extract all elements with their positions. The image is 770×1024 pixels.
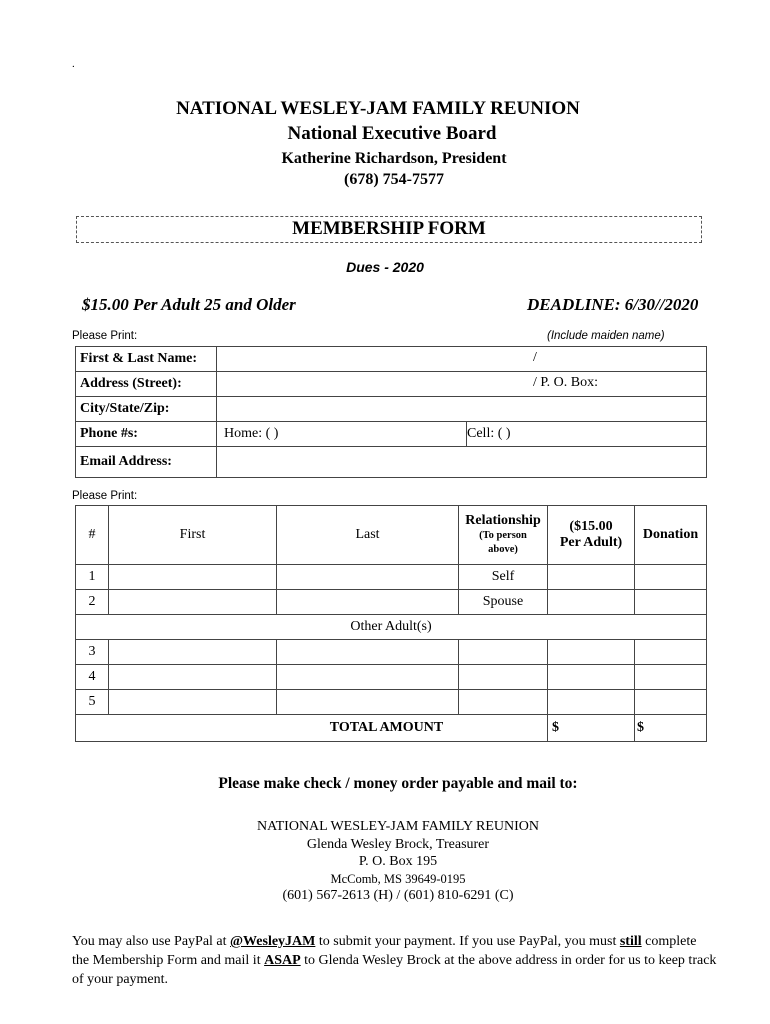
row-number: 4: [76, 665, 109, 690]
total-row: [76, 715, 707, 742]
other-adults-row: [76, 615, 707, 640]
last-name-cell[interactable]: [277, 565, 459, 590]
please-print-label-2: Please Print:: [72, 490, 138, 502]
fee-header-line-2: Per Adult): [559, 535, 623, 550]
contact-table: [75, 346, 707, 478]
relationship-sub-2: above): [488, 544, 518, 555]
board-subtitle: National Executive Board: [287, 123, 497, 144]
note-text-1: You may also use PayPal at: [72, 934, 231, 949]
member-row: [76, 690, 707, 715]
note-text-3: complete the Membership Form and mail it: [72, 934, 697, 968]
president-name: Katherine Richardson, President: [281, 150, 507, 167]
first-name-cell[interactable]: [109, 590, 277, 615]
donation-cell[interactable]: [635, 565, 707, 590]
name-label: First & Last Name:: [76, 347, 217, 372]
relationship-title: Relationship: [465, 513, 541, 528]
donation-cell[interactable]: [635, 690, 707, 715]
fee-cell[interactable]: [548, 565, 635, 590]
last-name-cell[interactable]: [277, 690, 459, 715]
relationship-sub-1: (To person: [479, 530, 527, 541]
address-row: [76, 372, 707, 397]
mail-po-box: P. O. Box 195: [358, 854, 438, 869]
other-adults-label: Other Adult(s): [76, 615, 707, 640]
row-number: 5: [76, 690, 109, 715]
fee-note: $15.00 Per Adult 25 and Older: [82, 295, 296, 314]
relationship-cell[interactable]: [459, 640, 548, 665]
home-phone-field[interactable]: [217, 422, 467, 447]
relationship-cell: Self: [459, 565, 548, 590]
first-name-cell[interactable]: [109, 690, 277, 715]
dues-year: Dues - 2020: [346, 259, 424, 275]
members-table: [75, 505, 707, 742]
total-fee-cell[interactable]: $: [548, 715, 635, 742]
maiden-name-note: (Include maiden name): [547, 330, 665, 342]
phone-row: [76, 422, 707, 447]
col-donation-header: Donation: [635, 506, 707, 565]
email-label: Email Address:: [76, 447, 217, 478]
first-name-cell[interactable]: [109, 565, 277, 590]
mail-treasurer: Glenda Wesley Brock, Treasurer: [306, 837, 490, 852]
phone-label: Phone #s:: [76, 422, 217, 447]
city-row: [76, 397, 707, 422]
name-field[interactable]: [217, 347, 707, 372]
row-number: 1: [76, 565, 109, 590]
po-box-label: / P. O. Box:: [533, 375, 598, 390]
total-label: TOTAL AMOUNT: [76, 715, 548, 742]
asap-emphasis: ASAP: [264, 953, 301, 968]
city-label: City/State/Zip:: [76, 397, 217, 422]
first-name-cell[interactable]: [109, 665, 277, 690]
address-label: Address (Street):: [76, 372, 217, 397]
cell-phone-label: Cell: ( ): [467, 426, 511, 441]
fee-header-line-1: ($15.00: [569, 519, 613, 534]
donation-cell[interactable]: [635, 590, 707, 615]
donation-cell[interactable]: [635, 640, 707, 665]
fee-cell[interactable]: [548, 640, 635, 665]
fee-cell[interactable]: [548, 665, 635, 690]
relationship-cell[interactable]: [459, 665, 548, 690]
home-phone-label: Home: ( ): [224, 426, 279, 441]
member-row: [76, 565, 707, 590]
email-row: [76, 447, 707, 478]
last-name-cell[interactable]: [277, 590, 459, 615]
mail-phones: (601) 567-2613 (H) / (601) 810-6291 (C): [282, 888, 514, 903]
col-relationship-header: [459, 506, 548, 565]
page-mark: .: [72, 58, 75, 70]
col-fee-header: [548, 506, 635, 565]
member-row: [76, 665, 707, 690]
fee-cell[interactable]: [548, 590, 635, 615]
relationship-cell: Spouse: [459, 590, 548, 615]
note-text-4: to Glenda Wesley Brock at the above address in order for us to keep track of your payment.: [72, 953, 717, 987]
col-first-header: First: [109, 506, 277, 565]
row-number: 3: [76, 640, 109, 665]
payment-heading: Please make check / money order payable and mail to:: [218, 775, 578, 792]
cell-phone-field[interactable]: [467, 422, 707, 447]
address-field[interactable]: [217, 372, 707, 397]
paypal-handle: @WesleyJAM: [230, 934, 316, 949]
first-name-cell[interactable]: [109, 640, 277, 665]
please-print-label: Please Print:: [72, 330, 138, 342]
mail-city: McComb, MS 39649-0195: [330, 872, 466, 886]
member-row: [76, 590, 707, 615]
name-row: [76, 347, 707, 372]
member-row: [76, 640, 707, 665]
relationship-cell[interactable]: [459, 690, 548, 715]
page-title: NATIONAL WESLEY-JAM FAMILY REUNION: [176, 98, 580, 119]
donation-cell[interactable]: [635, 665, 707, 690]
col-num-header: #: [76, 506, 109, 565]
mail-org: NATIONAL WESLEY-JAM FAMILY REUNION: [256, 819, 540, 834]
form-title: MEMBERSHIP FORM: [292, 218, 486, 239]
city-field[interactable]: [217, 397, 707, 422]
total-donation-cell[interactable]: $: [635, 715, 707, 742]
last-name-cell[interactable]: [277, 640, 459, 665]
president-phone: (678) 754-7577: [344, 171, 444, 188]
still-emphasis: still: [619, 934, 642, 949]
note-text-2: to submit your payment. If you use PayPal, you must: [315, 934, 620, 949]
row-number: 2: [76, 590, 109, 615]
last-name-cell[interactable]: [277, 665, 459, 690]
deadline: DEADLINE: 6/30//2020: [527, 295, 699, 314]
paypal-note: [72, 932, 717, 989]
col-last-header: Last: [277, 506, 459, 565]
name-separator: /: [533, 350, 537, 365]
fee-cell[interactable]: [548, 690, 635, 715]
members-header-row: [76, 506, 707, 565]
email-field[interactable]: [217, 447, 707, 478]
